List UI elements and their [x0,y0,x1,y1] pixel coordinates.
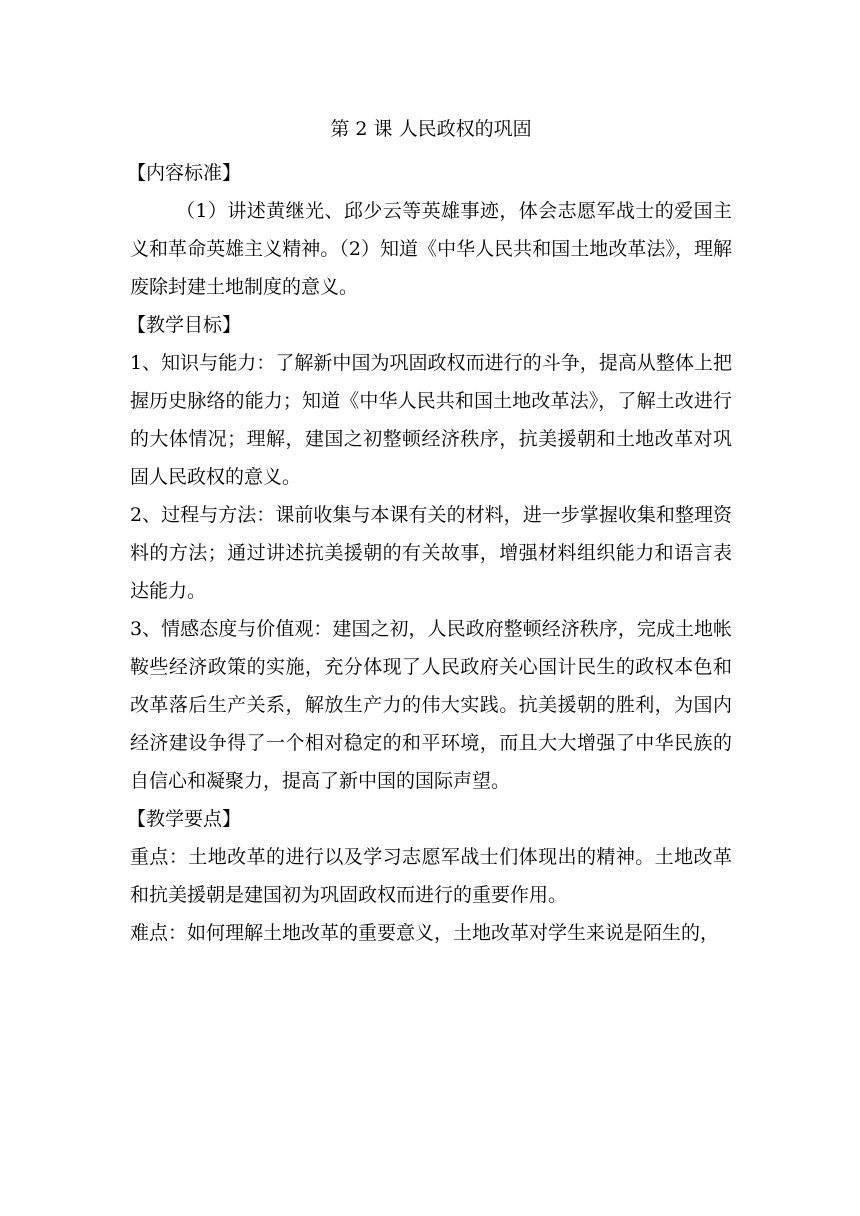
content-standard-section [127,154,732,306]
teaching-goals-heading: 【教学目标】 [127,314,242,336]
teaching-goal-knowledge: 1、知识与能力：了解新中国为巩固政权而进行的斗争，提高从整体上把握历史脉络的能力；知道《中华人民共和国土地改革法》，了解土改进行的大体情况；理解，建国之初整顿经济秩序，抗美援朝和土地改革对巩固人民政权的意义。 [130,352,732,488]
key-point-focus: 重点：土地改革的进行以及学习志愿军战士们体现出的精神。土地改革和抗美援朝是建国初为巩固政权而进行的重要作用。 [130,846,732,906]
key-points-section [127,800,732,952]
document-title: 第 2 课 人民政权的巩固 [330,118,532,140]
content-standard-heading: 【内容标准】 [127,162,242,184]
teaching-goal-emotion: 3、情感态度与价值观：建国之初，人民政府整顿经济秩序，完成土地帐鞍些经济政策的实施，充分体现了人民政府关心国计民生的政权本色和改革落后生产关系，解放生产力的伟大实践。抗美援朝的胜利，为国内经济建设争得了一个相对稳定的和平环境，而且大大增强了中华民族的自信心和凝聚力，提高了新中国的国际声望。 [130,618,732,792]
document-page [127,110,732,952]
teaching-goals-section [127,306,732,800]
teaching-goal-process: 2、过程与方法：课前收集与本课有关的材料，进一步掌握收集和整理资料的方法；通过讲述抗美援朝的有关故事，增强材料组织能力和语言表达能力。 [130,504,732,602]
key-points-heading: 【教学要点】 [127,808,242,830]
key-point-difficulty: 难点：如何理解土地改革的重要意义，土地改革对学生来说是陌生的， [130,922,720,944]
content-standard-text: （1）讲述黄继光、邱少云等英雄事迹，体会志愿军战士的爱国主义和革命英雄主义精神。（2）知道《中华人民共和国土地改革法》，理解废除封建土地制度的意义。 [130,200,732,298]
